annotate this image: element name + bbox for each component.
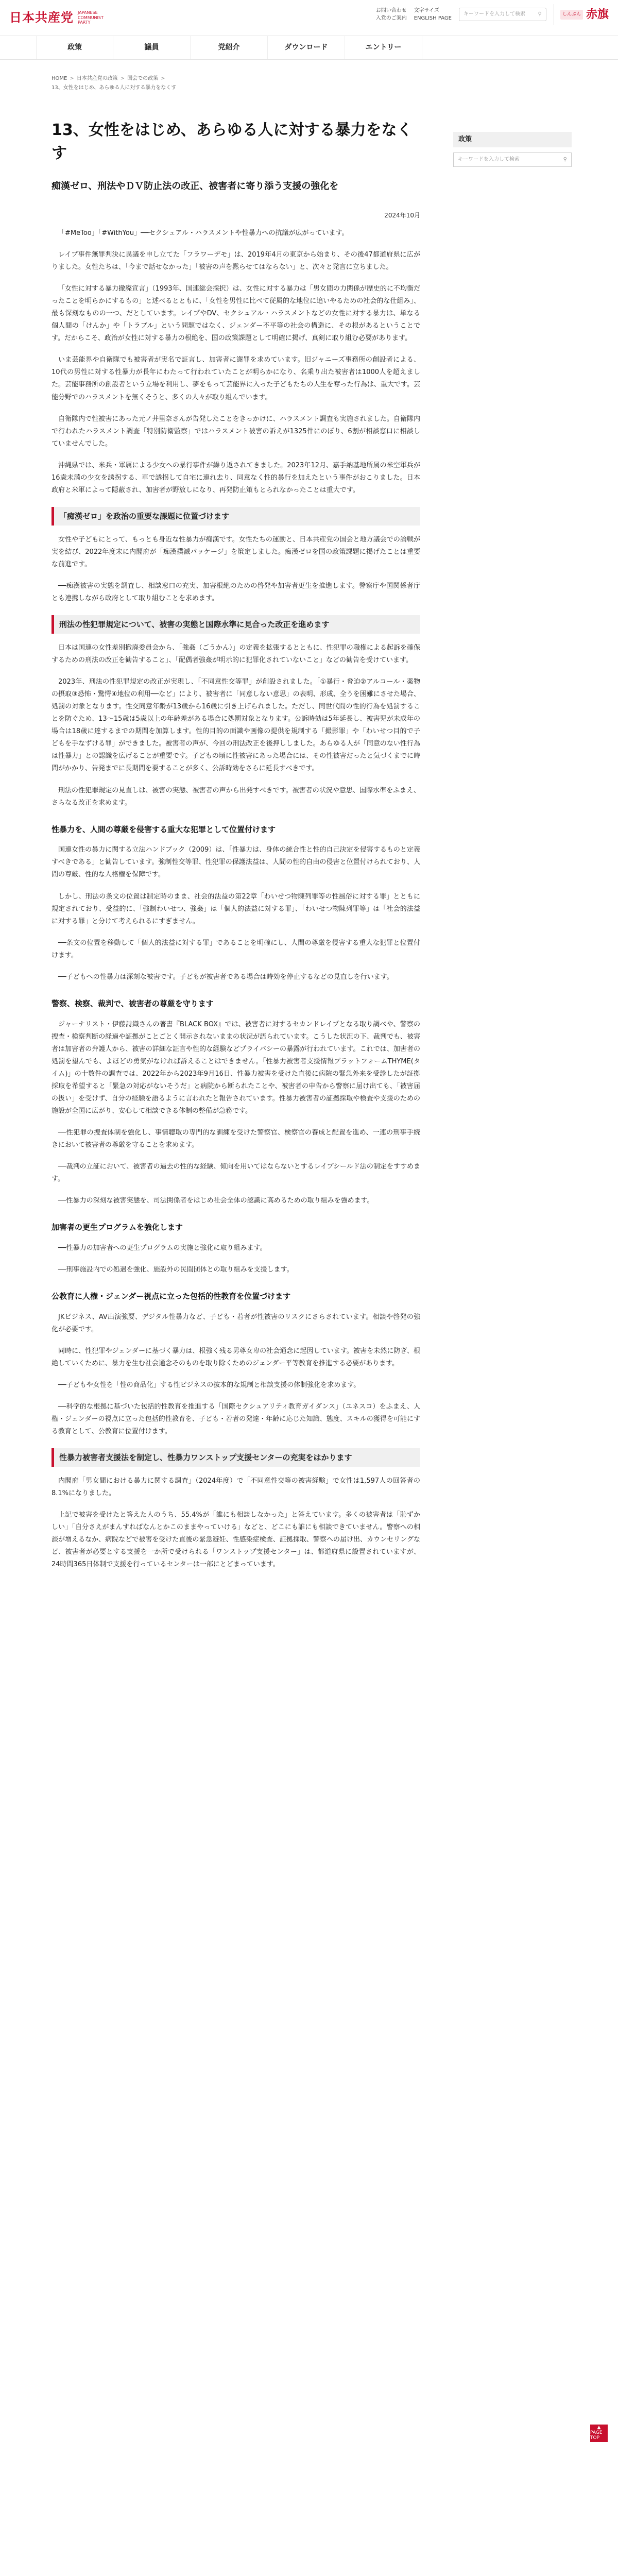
paragraph: 上記で被害を受けたと答えた人のうち、55.4%が「誰にも相談しなかった」と答えています。多くの被害者は「恥ずかしい」「自分さえがまんすればなんとかこのままやっていける」などと、どこにも誰にも相談できていません。警察への相談が増えるなか、病院などで被害を受けた直後の緊急避妊、性感染症検査、証拠採取、警察への届け出、カウンセリングなど、被害者が必要とする支援を一か所で受けられる「ワンストップ支援センター」は、都道府県に設置されていますが、24時間365日体制で支援を行っているセンターは一部にとどまっています。 — [52, 1511, 420, 1569]
paragraph: JKビジネス、AV出演強要、デジタル性暴力など、子ども・若者が性被害のリスクにさらされています。相談や啓発の強化が必要です。 — [52, 1313, 420, 1333]
subsection-heading: 加害者の更生プログラムを強化します — [52, 1223, 183, 1232]
site-logo[interactable]: 日本共産党 — [9, 10, 74, 25]
section-heading: 刑法の性犯罪規定について、被害の実態と国際水準に見合った改正を進めます — [52, 615, 420, 634]
akahata-link[interactable] — [554, 4, 609, 25]
paragraph: しかし、刑法の条文の位置は制定時のまま、社会的法益の第22章「わいせつ物陳列罪等の性風俗に対する罪」とともに規定されており、受益的に、「強制わいせつ、強姦」は「個人的法益に対する罪」、「わいせつ物陳列罪等」は「社会的法益に対する罪」と分けて考えられるにすぎません。 — [52, 892, 420, 925]
breadcrumb-sep: > — [161, 76, 165, 81]
nav-item-policy[interactable]: 政策 — [36, 36, 113, 59]
breadcrumb-home[interactable]: HOME — [52, 76, 67, 81]
header-links-2 — [414, 7, 452, 22]
subsection-heading: 警察、検察、裁判で、被害者の尊厳を守ります — [52, 998, 214, 1008]
header-links — [376, 7, 407, 22]
content-wrap — [0, 60, 618, 1580]
header-search-input[interactable] — [459, 8, 546, 21]
paragraph: ──子どもへの性暴力は深刻な被害です。子どもが被害者である場合は時効を停止するなどの見直しを行います。 — [58, 973, 393, 981]
page-subtitle: 痴漢ゼロ、刑法やＤＶ防止法の改正、被害者に寄り添う支援の強化を — [52, 181, 339, 192]
paragraph: ──痴漢被害の実態を調査し、相談窓口の充実、加害根絶のための啓発や加害者更生を推進します。警察庁や国関係者庁とも連携しながら政府として取り組むことを求めます。 — [52, 582, 420, 603]
sidebar — [453, 60, 572, 1580]
search-icon[interactable]: ⚲ — [563, 156, 567, 162]
main-column — [52, 60, 420, 1580]
paragraph: 2023年、刑法の性犯罪規定の改正が実現し、「不同意性交等罪」が創設されました。「①暴行・脅迫②アルコール・薬物の摂取③恐怖・驚愕④地位の利用──など」により、被害者に「同意しない意思」の表明、形成、全うを困難にさせた場合、処罰の対象となります。性交同意年齢が13歳から16歳に引き上げられました。ただし、同世代間の性的行為を処罰することを防ぐため、13〜15歳は5歳以上の年齢差がある場合に処罰対象となります。公訴時効は5年延長し、被害児が未成年の場合は18歳に達するまでの期間を加算します。性的目的の面識や画像の提供を規制する「撮影罪」や「わいせつ目的で子どもを手なずける罪」ができました。被害者の声が、今回の刑法改正を後押ししました。あらゆる人が「同意のない性行為は性暴力」との認識を広げることが重要です。子どもの頃に性被害にあった場合には、その性被害だったと気づくまでに時間がかかり、告発までに長期間を要することが多く、公訴時効をさらに延長すべきです。 — [52, 678, 420, 773]
paragraph: ──子どもや女性を「性の商品化」する性ビジネスの抜本的な規制と相談支援の体制強化を求めます。 — [58, 1381, 360, 1389]
contact-link[interactable]: お問い合わせ — [375, 8, 407, 14]
breadcrumb-diet-policy[interactable]: 国会での政策 — [127, 76, 159, 81]
paragraph: ──性暴力の深刻な被害実態を、司法関係者をはじめ社会全体の認識に高めるための取り組みを強めます。 — [58, 1197, 374, 1205]
paragraph: 日本は国連の女性差別撤廃委員会から、「強姦（ごうかん）」の定義を拡張するとともに、性犯罪の職権による起訴を確保するための刑法の改正を勧告すること」、「配偶者強姦が明示的に犯罪化されていないこと」などの勧告を受けています。 — [52, 644, 420, 665]
sidebar-search-placeholder: キーワードを入力して検索 — [458, 156, 520, 162]
paragraph: 刑法の性犯罪規定の見直しは、被害の実態、被害者の声から出発すべきです。被害者の状況や意思、国際水準をふまえ、さらなる改正を求めます。 — [52, 786, 420, 807]
paragraph: ──性暴力の加害者への更生プログラムの実施と強化に取り組みます。 — [58, 1244, 267, 1252]
paragraph: いま芸能界や自衛隊でも被害者が実名で証言し、加害者に謝罪を求めています。旧ジャニーズ事務所の創設者による、10代の男性に対する性暴力が長年にわたって行われていたことが明らかになり、名乗り出た被害者は1000人を超えました。芸能事務所の創設者という立場を利用し、夢をもって芸能界に入った子どもたちの人生を奪った行為は、重大です。芸能分野でのハラスメントを無くそうと、多くの人々が取り組んでいます。 — [52, 356, 420, 401]
publish-date: 2024年10月 — [384, 211, 420, 219]
global-nav — [0, 36, 618, 60]
section-heading: 「痴漢ゼロ」を政治の重要な課題に位置づけます — [52, 507, 420, 526]
join-link[interactable]: 入党のご案内 — [375, 15, 407, 22]
logo-subtitle: JAPANESE COMMUNIST PARTY — [78, 10, 104, 25]
breadcrumb-sep: > — [120, 76, 125, 81]
page-top-button[interactable] — [590, 2425, 608, 2442]
paragraph: ──条文の位置を移動して「個人的法益に対する罪」であることを明確にし、人間の尊厳を侵害する重大な犯罪と位置付けます。 — [52, 939, 420, 959]
subsection-heading: 性暴力を、人間の尊厳を侵害する重大な犯罪として位置付けます — [52, 824, 276, 834]
nav-item-entry[interactable]: エントリー — [345, 36, 422, 59]
akahata-badge: しんぶん — [560, 10, 583, 20]
paragraph: ──裁判の立証において、被害者の過去の性的な経験、傾向を用いてはならないとするレイプシールド法の制定をすすめます。 — [52, 1163, 420, 1183]
paragraph: 「#MeToo」「#WithYou」──セクシュアル・ハラスメントや性暴力への抗議が広がっています。 — [58, 229, 349, 237]
paragraph: ジャーナリスト・伊藤詩織さんの著書『BLACK BOX』では、被害者に対するセカンドレイプとなる取り調べや、警察の捜査・検察判断の経過や証拠がことごとく開示されないままの状況が語られています。こうした状況の下、裁判でも、被害者は加害者の弁護人から、被害の詳細な証言や性的な経験などプライバシーの暴露が行われています。これでは、加害者の処罰を望んでも、よほどの勇気がなければ訴えることはできません。「性暴力被害者支援情報プラットフォームTHYME(タイム)」の十数件の調査では、2022年から2023年9月16日、性暴力被害を受けた直後に病院の緊急外来を受診したが証拠採取を希望すると「緊急の対応がないそうだ」と病院から断られたことや、被害者の申告から警察に届け出ても、「被害届の扱い」を受けず、自分の経験を語るように言われたと報告されています。性暴力被害者の証拠採取や検査や支援のための施設が全国に広がり、安心して相談できる体制の整備が急務です。 — [52, 1020, 420, 1115]
breadcrumb-policy[interactable]: 日本共産党の政策 — [76, 76, 118, 81]
page-title: 13、女性をはじめ、あらゆる人に対する暴力をなくす — [52, 121, 413, 162]
font-size-link[interactable]: 文字サイズ — [414, 8, 439, 14]
nav-item-about[interactable]: 党紹介 — [191, 36, 268, 59]
paragraph: ──科学的な根拠に基づいた包括的性教育を推進する「国際セクシュアリティ教育ガイダンス」（ユネスコ）をふまえ、人権・ジェンダーの視点に立った包括的性教育を、子ども・若者の発達・年齢に応じた知識、態度、スキルの獲得を可能にする教育として、公教育に位置付けます。 — [52, 1402, 420, 1436]
breadcrumb — [52, 74, 420, 93]
nav-item-download[interactable]: ダウンロード — [268, 36, 345, 59]
site-header — [0, 0, 618, 36]
paragraph: 内閣府「男女間における暴力に関する調査」（2024年度）で「不同意性交等の被害経験」で女性は1,597人の回答者の8.1%になりました。 — [52, 1477, 420, 1498]
nav-item-members[interactable]: 議員 — [113, 36, 191, 59]
sidebar-title: 政策 — [453, 132, 572, 147]
page-top-label: PAGE TOP — [590, 2430, 603, 2441]
paragraph: 国連女性の暴力に関する立法ハンドブック（2009）は、「性暴力は、身体の統合性と性的自己決定を侵害するものと定義すべきである」と勧告しています。強制性交等罪、性犯罪の保護法益は、人間の性的自由の侵害と位置付けられており、人間の尊厳、性的な人格権を保障です。 — [52, 846, 420, 879]
paragraph: ──性犯罪の捜査体制を強化し、事情聴取の専門的な訓練を受けた警察官、検察官の養成と配置を進め、一連の刑事手続きにおいて被害者の尊厳を守ることを求めます。 — [52, 1128, 420, 1149]
sidebar-search-input[interactable] — [453, 152, 572, 167]
paragraph: 同時に、性犯罪やジェンダーに基づく暴力は、根強く残る男尊女卑の社会通念に起因しています。被害を未然に防ぎ、根絶していくために、暴力を生む社会通念そのものを取り除くためのジェンダー平等教育を推進する必要があります。 — [52, 1347, 420, 1367]
paragraph: 女性や子どもにとって、もっとも身近な性暴力が痴漢です。女性たちの運動と、日本共産党の国会と地方議会での論戦が実を結び、2022年度末に内閣府が「痴漢撲滅パッケージ」を策定しました。痴漢ゼロを国の政策課題に掲げたことは重要な前進です。 — [52, 535, 420, 568]
section-heading: 性暴力被害者支援法を制定し、性暴力ワンストップ支援センターの充実をはかります — [52, 1448, 420, 1467]
english-page-link[interactable]: ENGLISH PAGE — [414, 15, 452, 22]
header-search-placeholder: キーワードを入力して検索 — [463, 11, 525, 18]
breadcrumb-sep: > — [70, 76, 74, 81]
search-icon[interactable]: ⚲ — [538, 11, 542, 18]
paragraph: 「女性に対する暴力撤廃宣言」（1993年、国連総会採択）は、女性に対する暴力は「男女間の力関係が歴史的に不均衡だったことを明らかにするもの」と述べるとともに、「女性を男性に比べて従属的な地位に追いやるための社会的な仕組み」、最も深刻なものの一つ、だとしています。レイプやDV、セクシュアル・ハラスメントなどの女性に対する暴力は、単なる個人間の「けんか」や「トラブル」という問題ではなく、ジェンダー不平等の社会の構造に、その根があるということです。だからこそ、政治が女性に対する暴力の根絶を、国の政策課題として明確に掲げ、真剣に取り組む必要があります。 — [52, 285, 420, 343]
arrow-up-icon: ▲ — [597, 2425, 601, 2431]
akahata-logo: 赤旗 — [586, 8, 609, 21]
paragraph: 自衛隊内で性被害にあった元ノ井里奈さんが告発したことをきっかけに、ハラスメント調査も実施されました。自衛隊内で行われたハラスメント調査「特別防衛監察」ではハラスメント被害の訴えが1325件にのぼり、6割が相談窓口に相談していませんでした。 — [52, 415, 420, 448]
paragraph: レイプ事件無罪判決に異議を申し立てた「フラワーデモ」は、2019年4月の東京から始まり、その後47都道府県に広がりました。女性たちは、「今まで話せなかった」「被害の声を黙らせてはならない」と、次々と発言に立ちました。 — [52, 251, 420, 272]
breadcrumb-current: 13、女性をはじめ、あらゆる人に対する暴力をなくす — [52, 85, 177, 91]
subsection-heading: 公教育に人権・ジェンダー視点に立った包括的性教育を位置づけます — [52, 1292, 291, 1301]
header-tools — [376, 4, 609, 25]
article-body — [52, 227, 420, 1571]
paragraph: 沖縄県では、米兵・軍属による少女への暴行事件が繰り返されてきました。2023年12月、嘉手納基地所属の米空軍兵が16歳未満の少女を誘拐する、車で誘拐して自宅に連れ去り、同意なく性的暴行を加えたという事件がおこりました。日本政府と米軍によって隠蔽され、加害者が野放しになり、再発防止策もとられなかったことは重大です。 — [52, 461, 420, 494]
paragraph: ──刑事施設内での処遇を強化、施設外の民間団体との取り組みを支援します。 — [58, 1265, 294, 1274]
